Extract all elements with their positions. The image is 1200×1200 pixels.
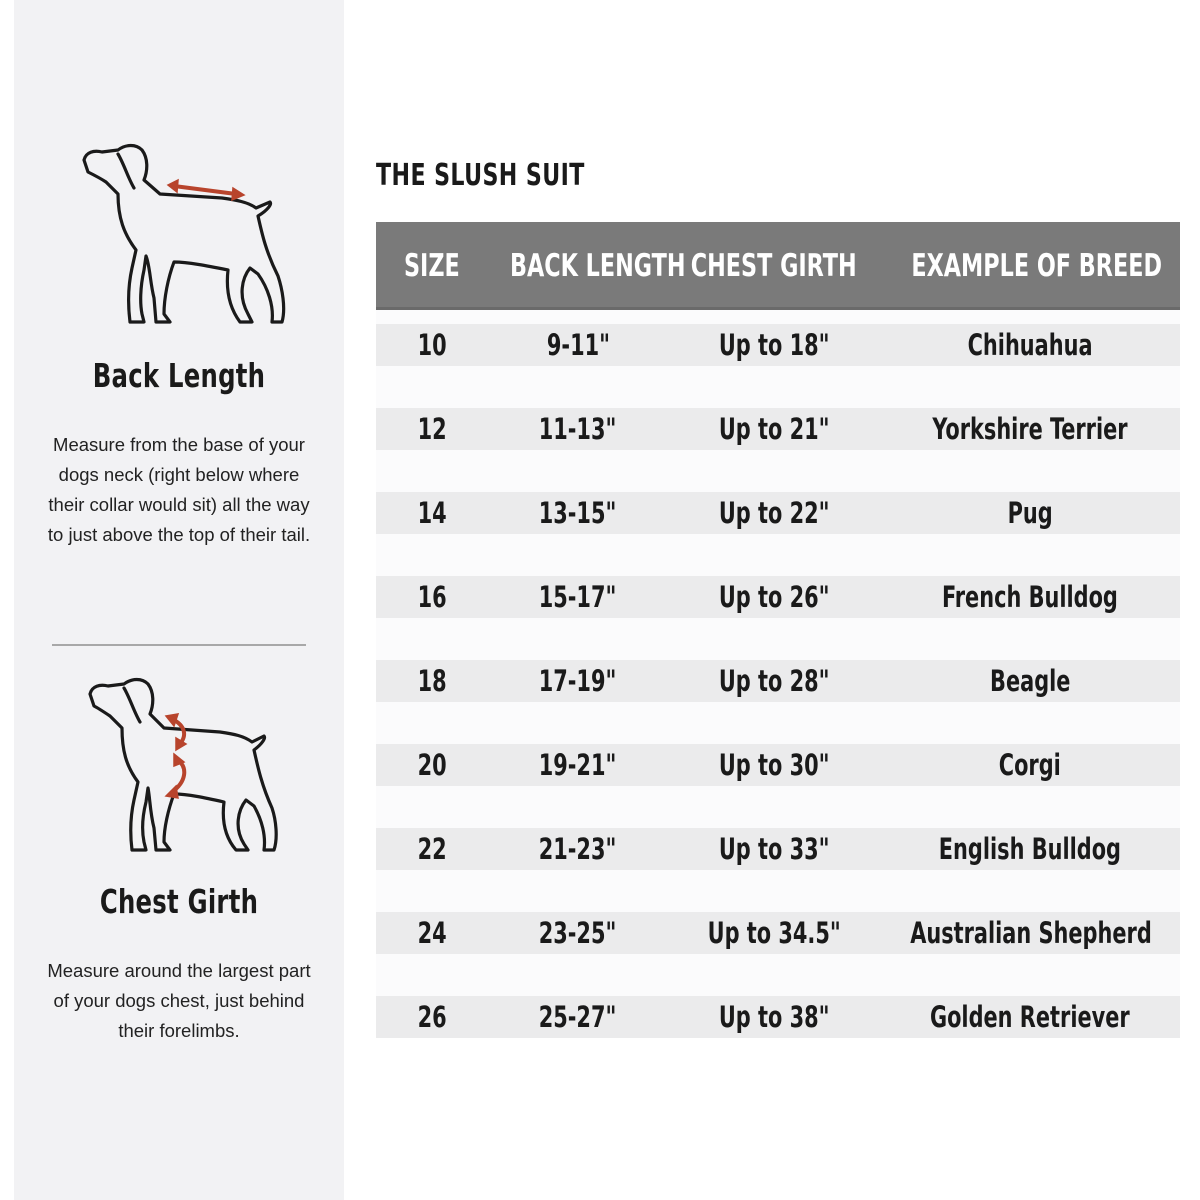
header-breed: EXAMPLE OF BREED: [911, 248, 1163, 284]
table-row: 20 19-21" Up to 30" Corgi: [376, 744, 1180, 786]
table-row: 14 13-15" Up to 22" Pug: [376, 492, 1180, 534]
header-back-length: BACK LENGTH: [509, 248, 686, 284]
table-row: 22 21-23" Up to 33" English Bulldog: [376, 828, 1180, 870]
header-chest-girth: CHEST GIRTH: [691, 248, 857, 284]
dog-chest-girth-icon: [84, 672, 280, 858]
table-row: 18 17-19" Up to 28" Beagle: [376, 660, 1180, 702]
table-row: 10 9-11" Up to 18" Chihuahua: [376, 324, 1180, 366]
chest-girth-description: Measure around the largest part of your dogs chest, just behind their forelimbs.: [47, 960, 311, 1041]
table-title: THE SLUSH SUIT: [376, 158, 585, 193]
table-row: 16 15-17" Up to 26" French Bulldog: [376, 576, 1180, 618]
back-length-description: Measure from the base of your dogs neck (right below where their collar would sit) all the way to just above the top of their tail.: [47, 434, 311, 545]
measurement-guide-panel: [14, 0, 344, 1200]
size-chart-table: [376, 222, 1180, 1038]
header-size: SIZE: [404, 248, 460, 284]
table-row: 26 25-27" Up to 38" Golden Retriever: [376, 996, 1180, 1038]
dog-back-length-icon: [78, 138, 288, 330]
table-row: 24 23-25" Up to 34.5" Australian Shepherd: [376, 912, 1180, 954]
table-header-row: [376, 222, 1180, 310]
table-row: 12 11-13" Up to 21" Yorkshire Terrier: [376, 408, 1180, 450]
back-length-title: Back Length: [92, 356, 266, 395]
guide-divider: [52, 644, 306, 646]
chest-girth-title: Chest Girth: [99, 882, 259, 921]
